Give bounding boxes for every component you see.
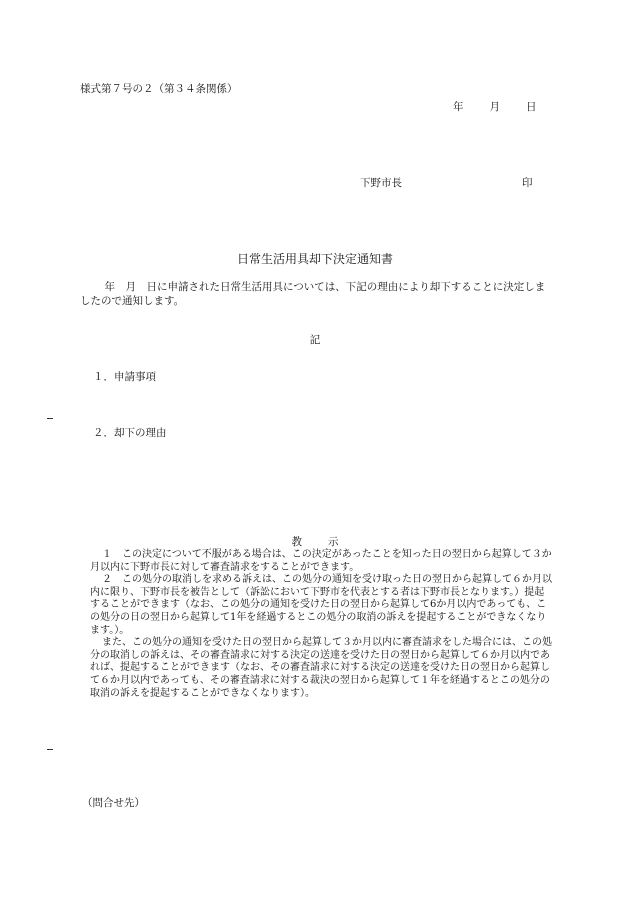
notice-paragraph-3: また、この処分の通知を受けた日の翌日から起算して３か月以内に審査請求をした場合には、この処分の取消しの訴えは、その審査請求に対する決定の送達を受けた日の翌日から起算して６か月以内であれば、提起することができます（なお、その審査請求に対する決定の送達を受けた日の翌日から起算して６か月以内であっても、その審査請求に対する裁決の翌日から起算して１年を経過するとこの処分の取消の訴えを提起することができなくなります）。 [90,637,552,699]
notice-title-right: 示 [328,536,339,548]
notice-title-left: 教 [291,536,302,548]
seal-mark: 印 [522,177,533,189]
fold-mark-top [47,418,53,419]
form-number: 様式第７号の２（第３４条関係） [80,83,238,95]
notice-body [90,549,552,700]
intro-paragraph [80,280,552,308]
item-application: １．申請事項 [93,371,156,383]
intro-text: 年 月 日に申請された日常生活用具については、下記の理由により却下することに決定しましたので通知します。 [80,281,546,307]
notice-title [0,535,630,549]
notice-paragraph-1: １ この決定について不服がある場合は、この決定があったことを知った日の翌日から起算して３か月以内に下野市長に対して審査請求をすることができます。 [90,549,552,573]
notice-paragraph-2: ２ この処分の取消しを求める訴えは、この処分の通知を受け取った日の翌日から起算して６か月以内に限り、下野市長を被告として（訴訟において下野市を代表とする者は下野市長となります。）提起することができます（なお、この処分の通知を受けた日の翌日から起算して6か月以内であっても、この処分の日の翌日から起算して1年を経過するとこの処分の取消の訴えを提起することができなくなります。）。 [90,574,552,636]
fold-mark-bottom [47,749,53,750]
item-rejection-reason: ２．却下の理由 [93,427,167,439]
date-day: 日 [526,101,537,113]
mayor-name: 下野市長 [360,177,402,189]
date-line [453,100,537,114]
document-title: 日常生活用具却下決定通知書 [236,252,393,266]
date-year: 年 [453,101,464,113]
contact-label: （問合せ先） [82,797,145,809]
ki-heading: 記 [309,334,321,346]
date-month: 月 [489,101,500,113]
